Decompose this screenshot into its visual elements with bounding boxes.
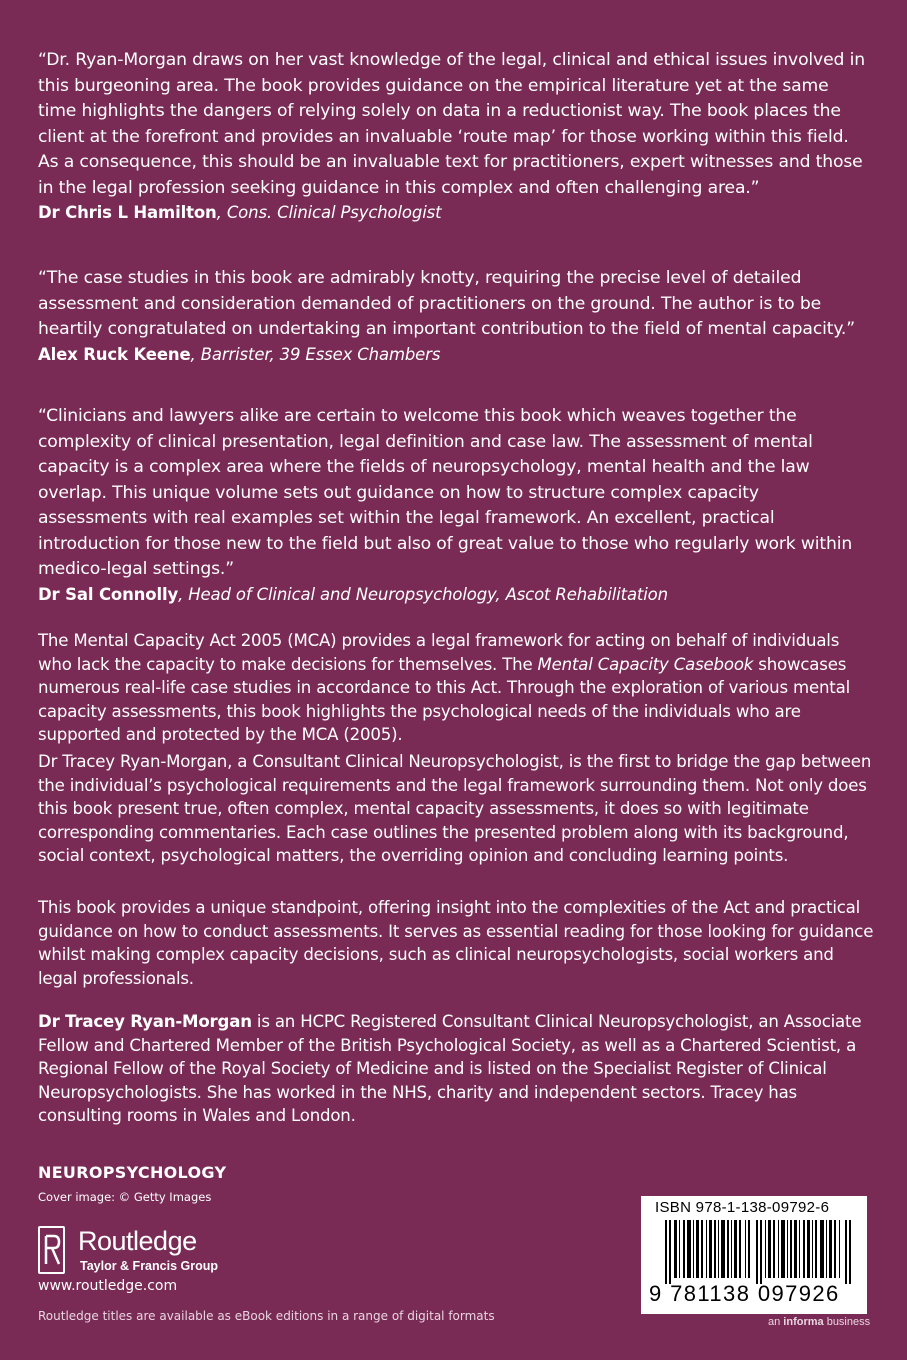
endorsement-role: , Head of Clinical and Neuropsychology, Ascot Rehabilitation — [178, 584, 668, 604]
blurb-text-end: showcases numerous real-life case studies in accordance to this Act. Through the exploration of various mental capacity assessments, this book highlights the psychological needs of the individuals who are supported and protected by the MCA (2005). — [38, 654, 850, 744]
isbn: ISBN 978-1-138-09792-6 — [655, 1199, 830, 1216]
endorsement-role: , Barrister, 39 Essex Chambers — [190, 344, 441, 364]
blurb-text: Dr Tracey Ryan-Morgan, a Consultant Clinical Neuropsychologist, is the first to bridge the gap between the individual’s psychological requirements and the legal framework surrounding them. Not only does this book present true, often complex, mental capacity assessments, it does so with legitimate corresponding commentaries. Each case outlines the presented problem along with its background, social context, psychological matters, the overriding opinion and concluding learning points. — [38, 752, 872, 865]
author-bio-text — [38, 1010, 874, 1128]
endorsement-attribution — [38, 583, 870, 607]
routledge-r-icon — [40, 1228, 63, 1272]
author-name: Dr Tracey Ryan-Morgan — [38, 1012, 252, 1031]
blurb-text-start: The Mental Capacity Act 2005 (MCA) provides a legal framework for acting on behalf of individuals who lack the capacity to make decisions for themselves. The — [38, 631, 840, 674]
endorsement-name: Alex Ruck Keene — [38, 344, 191, 364]
informa-prefix: an — [768, 1316, 784, 1328]
endorsement-2 — [38, 266, 870, 367]
informa-suffix: business — [823, 1316, 871, 1328]
endorsement-quote: “The case studies in this book are admirably knotty, requiring the precise level of detailed assessment and consideration demanded of practitioners on the ground. The author is to be heartily congratulated on undertaking an important contribution to the field of mental capacity.” — [38, 268, 855, 339]
cover-credit: Cover image: © Getty Images — [38, 1190, 212, 1204]
endorsement-name: Dr Chris L Hamilton — [38, 203, 217, 222]
endorsement-attribution — [38, 343, 870, 367]
book-title: Mental Capacity Casebook — [537, 654, 754, 674]
endorsement-attribution — [38, 201, 870, 225]
publisher-logo — [38, 1222, 298, 1282]
blurb-text — [38, 629, 874, 747]
ebook-note: Routledge titles are available as eBook editions in a range of digital formats — [38, 1309, 495, 1323]
blurb-paragraph-2 — [38, 750, 874, 868]
informa-brand: informa — [783, 1316, 824, 1328]
routledge-mark-icon — [38, 1226, 65, 1274]
author-bio — [38, 1010, 874, 1128]
publisher-group: Taylor & Francis Group — [80, 1259, 218, 1273]
endorsement-quote: “Clinicians and lawyers alike are certain to welcome this book which weaves together the complexity of clinical presentation, legal definition and case law. The assessment of mental capacity is a complex area where the fields of neuropsychology, mental health and the law overlap. This unique volume sets out guidance on how to structure complex capacity assessments with real examples set within the legal framework. An excellent, practical introduction for those new to the field but also of great value to those who regularly work within medico-legal settings.” — [38, 406, 853, 579]
series-label: NEUROPSYCHOLOGY — [38, 1163, 227, 1182]
publisher-website[interactable]: www.routledge.com — [38, 1278, 178, 1294]
blurb-paragraph-3 — [38, 896, 874, 990]
blurb-paragraph-1 — [38, 629, 874, 747]
endorsement-role: , Cons. Clinical Psychologist — [216, 203, 442, 222]
endorsement-name: Dr Sal Connolly — [38, 584, 179, 604]
informa-tagline — [768, 1316, 870, 1328]
endorsement-1 — [38, 48, 870, 225]
endorsement-quote: “Dr. Ryan-Morgan draws on her vast knowledge of the legal, clinical and ethical issues involved in this burgeoning area. The book provides guidance on the empirical literature yet at the same time highlights the dangers of relying solely on data in a reductionist way. The book places the client at the forefront and provides an invaluable ‘route map’ for those working within this field. As a consequence, this should be an invaluable text for practitioners, expert witnesses and those in the legal profession seeking guidance in this complex and often challenging area.” — [38, 50, 865, 198]
endorsement-3 — [38, 404, 870, 607]
barcode-icon — [665, 1220, 855, 1284]
blurb-text: This book provides a unique standpoint, offering insight into the complexities of the Act and practical guidance on how to conduct assessments. It serves as essential reading for those looking for guidance whilst making complex capacity decisions, such as clinical neuropsychologists, social workers and legal professionals. — [38, 898, 874, 988]
publisher-name: Routledge — [78, 1226, 197, 1256]
author-bio-body: is an HCPC Registered Consultant Clinical Neuropsychologist, an Associate Fellow and Chartered Member of the British Psychological Society, as well as a Chartered Scientist, a Regional Fellow of the Royal Society of Medicine and is listed on the Specialist Register of Clinical Neuropsychologists. She has worked in the NHS, charity and independent sectors. Tracey has consulting rooms in Wales and London. — [38, 1012, 862, 1125]
barcode-digits: 9 781138 097926 — [649, 1281, 840, 1306]
barcode-box — [641, 1196, 867, 1314]
